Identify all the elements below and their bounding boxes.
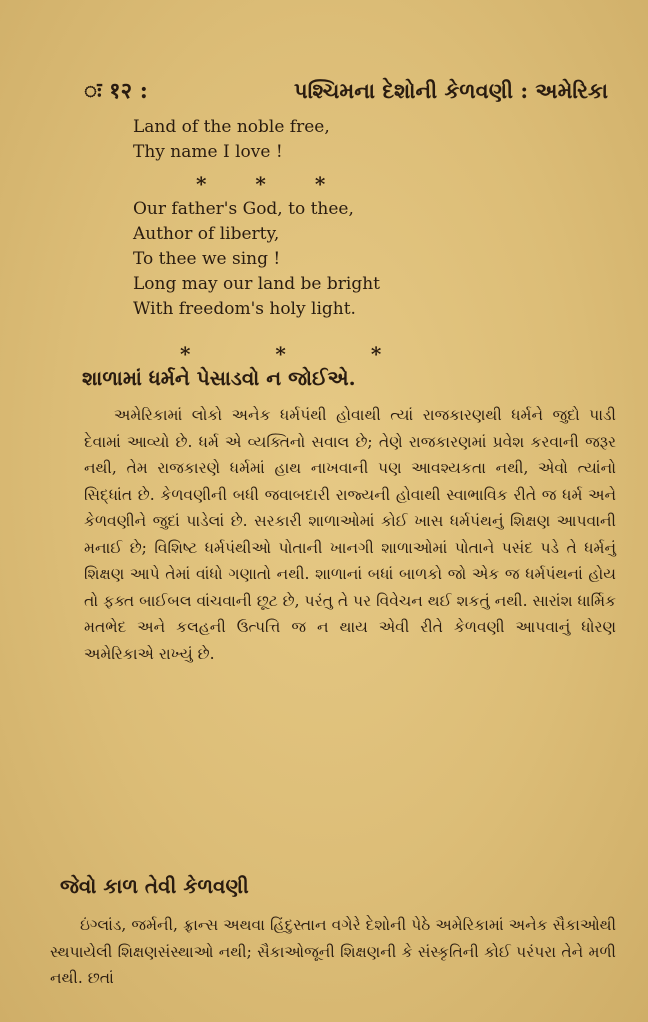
poem-line: Author of liberty, [133,224,280,244]
poem-block [133,115,380,322]
section-paragraph [84,402,616,667]
running-title: પશ્ચિમના દેશોની કેળવણી : અમેરિકા [293,78,608,103]
poem-line: Our father's God, to thee, [133,199,354,219]
poem-line: Thy name I love ! [133,142,283,162]
poem-line: Long may our land be bright [133,274,380,294]
poem-line: With freedom's holy light. [133,299,356,319]
section-heading: શાળામાં ધર્મને પેસાડવો ન જોઈએ. [82,366,356,390]
paragraph-text: ઇંગ્લાંડ, જર્મની, ફ્રાન્સ અથવા હિંદુસ્તાન વગેરે દેશોની પેઠે અમેરિકામાં અનેક સૈકાઓથી સ્થપાયેલી શિક્ષણસંસ્થાઓ નથી; સૈકાઓજૂની શિક્ષણની કે સંસ્કૃતિની કોઈ પરંપરા તેને મળી નથી. છતાં [50,916,616,987]
poem-line: Land of the noble free, [133,117,330,137]
section-heading: જેવો કાળ તેવી કેળવણી [60,874,249,898]
poem-line: To thee we sing ! [133,249,281,269]
paragraph-text: અમેરિકામાં લોકો અનેક ધર્મપંથી હોવાથી ત્યાં રાજકારણથી ધર્મને જુદો પાડી દેવામાં આવ્યો છે. ધર્મ એ વ્યક્તિનો સવાલ છે; તેણે રાજકારણમાં પ્રવેશ કરવાની જરૂર નથી, તેમ રાજકારણે ધર્મમાં હાથ નાખવાની પણ આવશ્યકતા નથી, એવો ત્યાંનો સિદ્ધાંત છે. કેળવણીની બધી જવાબદારી રાજ્યની હોવાથી સ્વાભાવિક રીતે જ ધર્મ અને કેળવણીને જુદાં પાડેલાં છે. સરકારી શાળાઓમાં કોઈ ખાસ ધર્મપંથનું શિક્ષણ આપવાની મનાઈ છે; વિશિષ્ટ ધર્મપંથીઓ પોતાની ખાનગી શાળાઓમાં પોતાને પસંદ પડે તે ધર્મનું શિક્ષણ આપે તેમાં વાંધો ગણાતો નથી. શાળાનાં બધાં બાળકો જો એક જ ધર્મપંથનાં હોય તો ફક્ત બાઈબલ વાંચવાની છૂટ છે, પરંતુ તે પર વિવેચન થઈ શકતું નથી. સારાંશ ધાર્મિક મતભેદ અને કલહની ઉત્પત્તિ જ ન થાય એવી રીતે કેળવણી આપવાનું ધોરણ અમેરિકાએ રાખ્યું છે. [84,406,616,663]
section-paragraph [50,912,616,992]
stanza-separator: * * * [196,172,328,196]
stanza-separator: * * * [180,342,384,366]
page-number: ः १२ : [84,78,148,104]
